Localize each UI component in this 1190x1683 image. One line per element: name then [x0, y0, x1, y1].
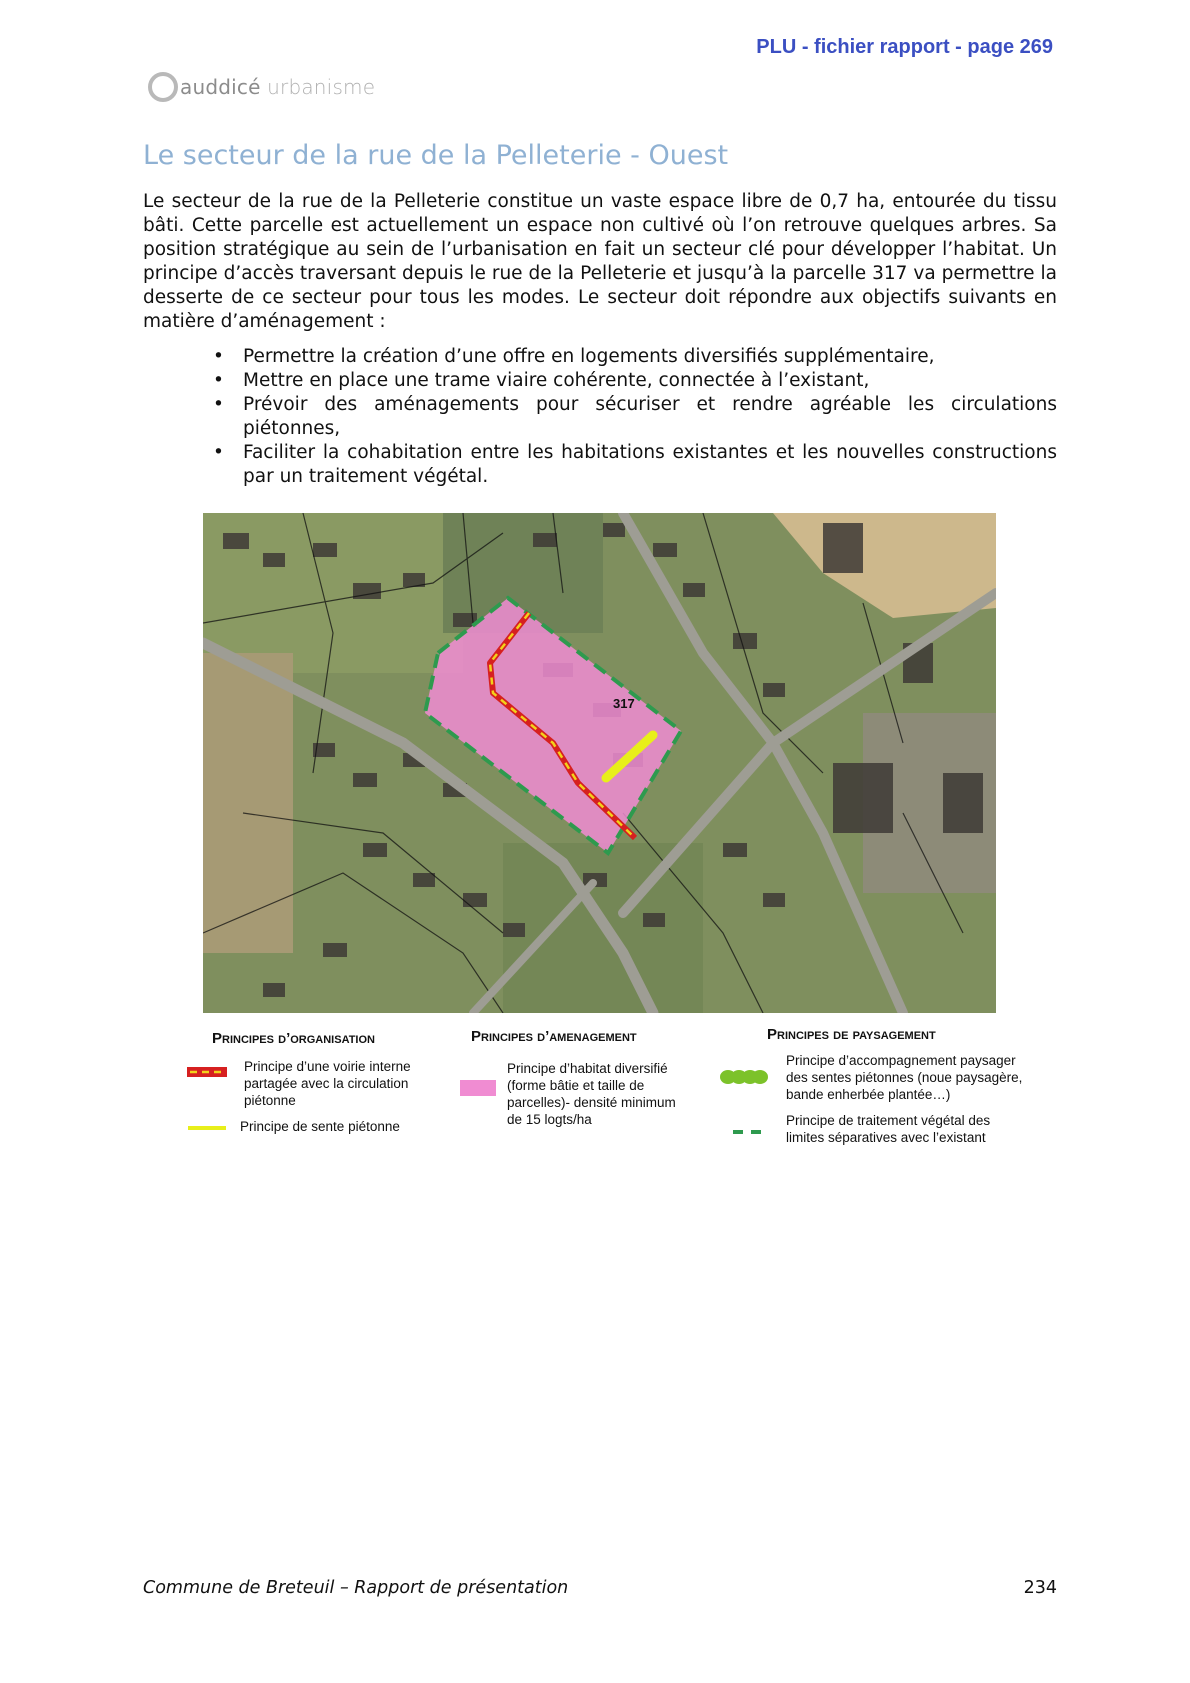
legend-text-accompagnement: Principe d’accompagnement paysager des sentes piétonnes (noue paysagère, bande enherbée plantée…): [786, 1053, 1023, 1102]
logo-ring-icon: [148, 72, 178, 102]
legend-text-traitement: Principe de traitement végétal des limites séparatives avec l’existant: [786, 1113, 991, 1145]
company-logo: [148, 72, 375, 102]
legend-heading-paysagement: Principes de paysagement: [767, 1026, 936, 1043]
habitat-zone-icon: [460, 1080, 496, 1096]
logo-text-sub: urbanisme: [267, 75, 376, 99]
legend-text-road: Principe d’une voirie interne partagée avec la circulation piétonne: [244, 1059, 411, 1108]
parcel-label: 317: [613, 696, 635, 711]
objective-item: • Mettre en place une trame viaire cohérente, connectée à l’existant,: [213, 369, 1057, 393]
aerial-map: [203, 513, 996, 1013]
legend-text-habitat: Principe d’habitat diversifié (forme bâtie et taille de parcelles)- densité minimum de 15 logts/ha: [507, 1061, 676, 1127]
aerial-map-svg: [203, 513, 996, 1013]
objective-item: • Faciliter la cohabitation entre les habitations existantes et les nouvelles constructions par un traitement végétal.: [213, 441, 1057, 489]
footpath-icon: [186, 1124, 228, 1132]
page-reference: PLU - fichier rapport - page 269: [756, 36, 1053, 58]
landscape-accompaniment-icon: [719, 1068, 769, 1086]
objectives-list: [213, 345, 1057, 489]
map-legend: [182, 1020, 1042, 1150]
section-title: Le secteur de la rue de la Pelleterie - Ouest: [143, 140, 729, 171]
shared-road-icon: [186, 1066, 228, 1078]
footer-document-title: Commune de Breteuil – Rapport de présentation: [143, 1578, 569, 1598]
intro-paragraph: Le secteur de la rue de la Pelleterie constitue un vaste espace libre de 0,7 ha, entourée du tissu bâti. Cette parcelle est actuellement un espace non cultivé où l’on retrouve quelques arbres. Sa position stratégique au sein de l’urbanisation en fait un secteur clé pour développer l’habitat. Un principe d’accès traversant depuis le rue de la Pelleterie et jusqu’à la parcelle 317 va permettre la desserte de ce secteur pour tous les modes. Le secteur doit répondre aux objectifs suivants en matière d’aménagement :: [143, 191, 1057, 332]
legend-heading-amenagement: Principes d’amenagement: [471, 1028, 637, 1045]
objective-item: • Permettre la création d’une offre en logements diversifiés supplémentaire,: [213, 345, 1057, 369]
legend-text-path: Principe de sente piétonne: [240, 1119, 400, 1134]
footer-page-number: 234: [1023, 1578, 1057, 1598]
logo-text-main: auddicé: [180, 75, 261, 99]
legend-heading-organisation: Principes d’organisation: [212, 1030, 375, 1047]
objective-item: • Prévoir des aménagements pour sécuriser et rendre agréable les circulations piétonnes,: [213, 393, 1057, 441]
green-boundary-icon: [731, 1128, 771, 1136]
